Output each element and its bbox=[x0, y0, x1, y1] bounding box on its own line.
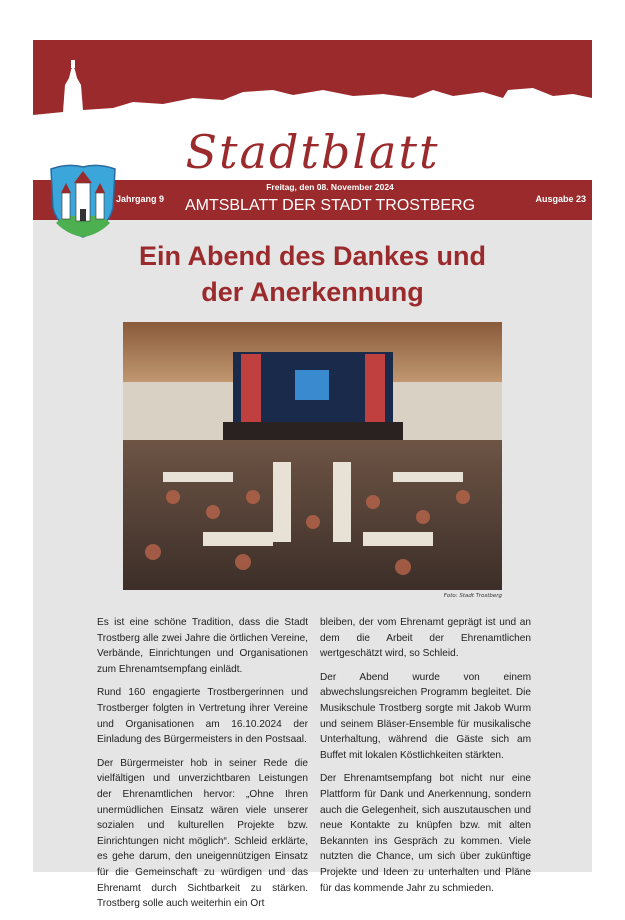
photo-credit: Foto: Stadt Trostberg bbox=[443, 593, 502, 599]
headline-line-2: der Anerkennung bbox=[201, 277, 424, 307]
paragraph: Der Ehrenamtsempfang bot nicht nur eine Plattform für Dank und Anerkennung, sondern auch die Gelegenheit, sich auszutauschen und neue Kontakte zu knüpfen bzw. mit alten Bekannten ins Gespräch zu kommen. Viele nutzten die Chance, um sich über zukünftige Projekte und Ideen zu unterhalten und Pläne für das kommende Jahr zu schmieden. bbox=[320, 773, 531, 894]
volume-label: Jahrgang 9 bbox=[116, 194, 165, 204]
paragraph: Rund 160 engagierte Trostbergerinnen und Trostberger folgten in Vertretung ihrer Vereine und Organisationen am 16.10.2024 der Einladung des Bürgermeisters in den Postsaal. bbox=[97, 687, 308, 746]
paragraph: Der Bürgermeister hob in seiner Rede die vielfältigen und unverzichtbaren Leistungen der Ehrenamtlichen hervor: „Ohne Ihren unermüdlichen Einsatz wären viele unserer sozialen und kulturellen Projekte bzw. Einrichtungen nicht möglich“. Schleid erklärte, es gehe darum, den uneigennützigen Einsatz für die Gemeinschaft zu würdigen und das Ehrenamt durch Sichtbarkeit zu stärken. Trostberg solle auch weiterhin ein Ort bbox=[97, 757, 308, 910]
paragraph: bleiben, der vom Ehrenamt geprägt ist und an dem die Arbeit der Ehrenamtlichen wertgeschätzt wird, so Schleid. bbox=[320, 617, 531, 660]
masthead-title: Stadtblatt bbox=[185, 125, 440, 179]
article-headline bbox=[33, 238, 592, 310]
article-column-right bbox=[320, 615, 531, 904]
headline-line-1: Ein Abend des Dankes und bbox=[138, 241, 487, 271]
issue-date: Freitag, den 08. November 2024 bbox=[266, 182, 394, 192]
issue-label: Ausgabe 23 bbox=[535, 194, 586, 204]
paragraph: Der Abend wurde von einem abwechslungsreichen Programm begleitet. Die Musikschule Trostberg sorgte mit Jakob Wurm und seinem Bläser-Ensemble für musikalische Unterhaltung, während die Gäste sich am Buffet mit lokalen Köstlichkeiten stärkten. bbox=[320, 671, 531, 761]
article-column-left bbox=[97, 615, 308, 920]
town-coat-of-arms-logo bbox=[48, 163, 118, 238]
publication-name: AMTSBLATT DER STADT TROSTBERG bbox=[184, 197, 476, 214]
paragraph: Es ist eine schöne Tradition, dass die Stadt Trostberg alle zwei Jahre die örtlichen Vereine, Verbände, Einrichtungen und Organisationen zum Ehrenamtsempfang einlädt. bbox=[97, 617, 308, 675]
event-hall-photo bbox=[123, 322, 502, 590]
newspaper-page bbox=[33, 40, 592, 910]
